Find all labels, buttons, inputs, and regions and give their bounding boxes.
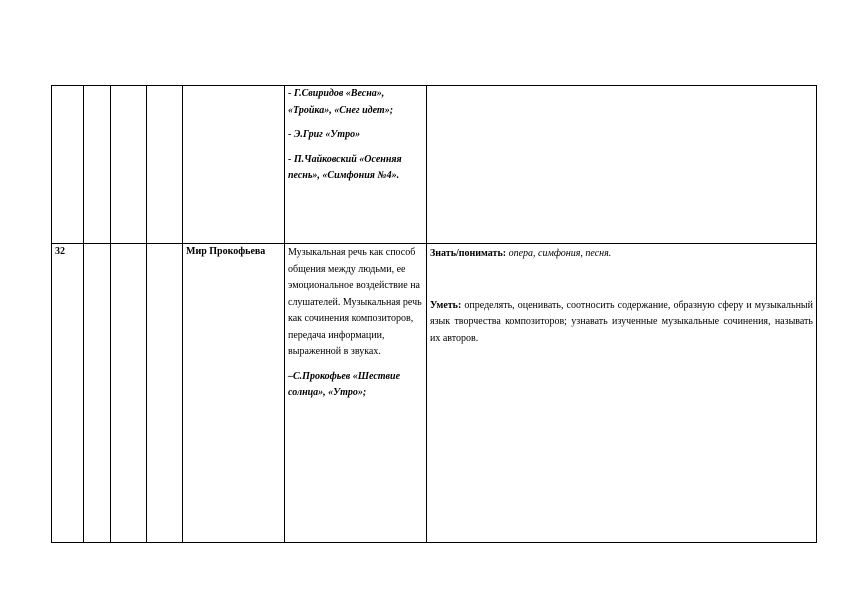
empty-cell	[84, 244, 111, 543]
lesson-topic: Мир Прокофьева	[183, 244, 285, 543]
know-text: опера, симфония, песня.	[506, 248, 612, 259]
content-cell	[285, 86, 427, 244]
requirements-cell	[427, 244, 817, 543]
music-work-item: - Э.Григ «Утро»	[288, 129, 361, 140]
table-row	[52, 244, 817, 543]
empty-cell	[147, 244, 183, 543]
content-cell	[285, 244, 427, 543]
lesson-plan-table	[51, 85, 817, 543]
empty-cell	[111, 244, 147, 543]
empty-cell	[147, 86, 183, 244]
number-cell	[52, 86, 84, 244]
know-label: Знать/понимать:	[430, 248, 507, 259]
music-work-item: - П.Чайковский «Осенняя песнь», «Симфония №4».	[288, 153, 402, 181]
can-requirement	[430, 298, 813, 348]
music-work-item: - Г.Свиридов «Весна», «Тройка», «Снег идет»;	[288, 88, 394, 116]
requirements-cell	[427, 86, 817, 244]
empty-cell	[84, 86, 111, 244]
lesson-content-text: Музыкальная речь как способ общения между людьми, ее эмоциональное воздействие на слушателей. Музыкальная речь как сочинения композиторов, передача информации, выраженной в звуках.	[288, 247, 422, 357]
can-text: определять, оценивать, соотносить содержание, образную сферу и музыкальный язык творчества композиторов; узнавать изученные музыкальные сочинения, называть их авторов.	[430, 299, 813, 344]
empty-cell	[111, 86, 147, 244]
table-row	[52, 86, 817, 244]
lesson-number: 32	[52, 244, 84, 543]
topic-cell	[183, 86, 285, 244]
know-requirement	[430, 246, 813, 263]
music-work-item: –С.Прокофьев «Шествие солнца», «Утро»;	[288, 370, 401, 398]
can-label: Уметь:	[430, 299, 462, 311]
